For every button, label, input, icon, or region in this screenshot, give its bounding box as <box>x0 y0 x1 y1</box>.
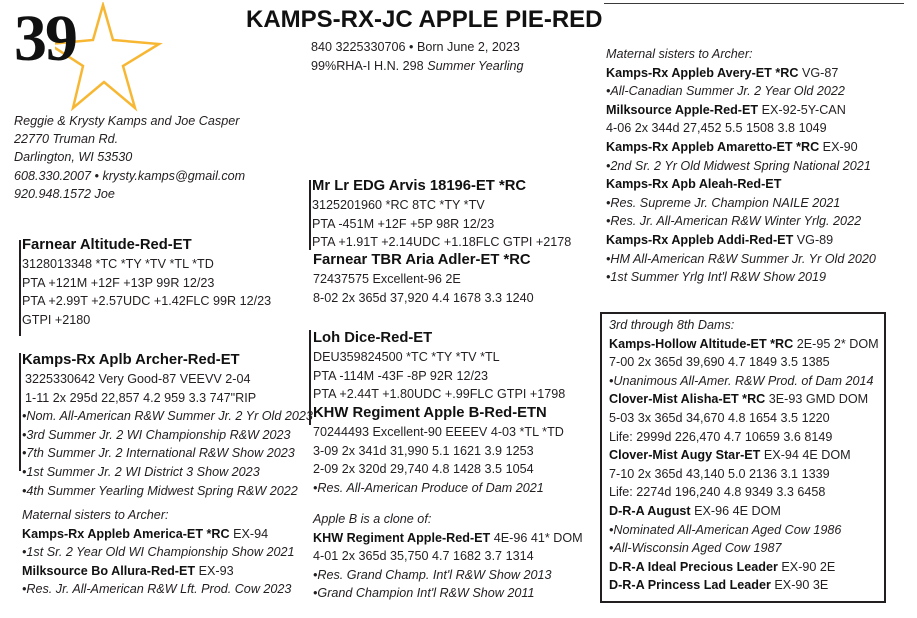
dam-dam-name: KHW Regiment Apple B-Red-ETN <box>313 405 547 421</box>
sister-name: Kamps-Rx Appleb America-ET *RC <box>22 526 230 541</box>
sister-name: Milksource Apple-Red-ET <box>606 102 759 117</box>
dam-dam-line: 3-09 2x 341d 31,990 5.1 1621 3.9 1253 <box>313 443 534 458</box>
dam-score: EX-90 3E <box>770 578 829 593</box>
dam-name: Kamps-Hollow Altitude-ET *RC <box>609 336 794 351</box>
dam-award: •4th Summer Yearling Midwest Spring R&W 2022 <box>22 483 298 498</box>
sister-score: EX-90 <box>819 139 858 154</box>
sire-dam-block <box>313 251 534 307</box>
sire-line-4: GTPI +2180 <box>22 312 91 327</box>
sire-name: Farnear Altitude-Red-ET <box>22 237 192 253</box>
sister-name: Milksource Bo Allura-Red-ET <box>22 563 196 578</box>
id-line-1: 840 3225330706 • Born June 2, 2023 <box>311 40 520 54</box>
dam-sire-line: DEU359824500 *TC *TY *TV *TL <box>313 350 500 364</box>
dam-name: D-R-A Ideal Precious Leader <box>609 559 778 574</box>
dam-sire-line: PTA +2.44T +1.80UDC +.99FLC GTPI +1798 <box>313 387 566 402</box>
right-sister-note: •1st Summer Yrlg Int'l R&W Show 2019 <box>606 270 827 285</box>
sire-block <box>22 236 271 329</box>
right-sister <box>606 64 876 83</box>
clone-award: •Res. Grand Champ. Int'l R&W Show 2013 <box>313 567 552 582</box>
dam-4-life: Life: 2999d 226,470 4.7 10659 3.6 8149 <box>609 429 833 444</box>
consignor-contact-2: 920.948.1572 Joe <box>14 186 115 201</box>
right-sister <box>606 138 876 157</box>
clone-score: 4E-96 41* DOM <box>490 530 583 545</box>
sire-sire-block <box>312 177 571 252</box>
clone-header: Apple B is a clone of: <box>313 512 432 526</box>
sire-line-1: 3128013348 *TC *TY *TV *TL *TD <box>22 257 214 271</box>
dam-dam-award: •Res. All-American Produce of Dam 2021 <box>313 480 544 495</box>
dam-dam-line: 70244493 Excellent-90 EEEEV 4-03 *TL *TD <box>313 425 564 439</box>
show-class: Summer Yearling <box>427 58 524 73</box>
left-sister-1 <box>22 525 295 544</box>
dam-3-award: •Unanimous All-Amer. R&W Prod. of Dam 2014 <box>609 373 874 388</box>
sire-line-3: PTA +2.99T +2.57UDC +1.42FLC 99R 12/23 <box>22 294 272 309</box>
dam-block <box>22 351 313 500</box>
dam-5-record: 7-10 2x 365d 43,140 5.0 2136 3.1 1339 <box>609 466 830 481</box>
dam-3 <box>609 335 879 354</box>
left-sister-2 <box>22 562 295 581</box>
dam-award: •Nom. All-American R&W Summer Jr. 2 Yr Old 2023 <box>22 409 313 424</box>
dam-6-award: •All-Wisconsin Aged Cow 1987 <box>609 541 782 556</box>
dam-name: Clover-Mist Augy Star-ET <box>609 448 761 463</box>
top-rule <box>604 3 904 4</box>
dam-award: •1st Summer Jr. 2 WI District 3 Show 2023 <box>22 464 260 479</box>
consignor-city: Darlington, WI 53530 <box>14 150 133 165</box>
dam-score: 3E-93 GMD DOM <box>765 392 869 407</box>
sister-score: EX-92-5Y-CAN <box>758 102 846 117</box>
dam-3-record: 7-00 2x 365d 39,690 4.7 1849 3.5 1385 <box>609 355 830 370</box>
right-sister-record: 4-06 2x 344d 27,452 5.5 1508 3.8 1049 <box>606 121 827 136</box>
sire-line-2: PTA +121M +12F +13P 99R 12/23 <box>22 275 215 290</box>
consignor-name: Reggie & Krysty Kamps and Joe Casper <box>14 114 240 128</box>
dam-score: 2E-95 2* DOM <box>793 336 879 351</box>
right-sister-note: •Res. Supreme Jr. Champion NAILE 2021 <box>606 195 841 210</box>
animal-ids <box>311 38 524 75</box>
dam-8 <box>609 576 879 595</box>
pedigree-bracket-sire <box>19 240 21 336</box>
dam-score: EX-94 4E DOM <box>760 448 851 463</box>
pedigree-bracket-sire-sire <box>309 180 311 250</box>
dam-line-1: 3225330642 Very Good-87 VEEVV 2-04 <box>25 372 251 386</box>
sister-score: VG-89 <box>793 232 834 247</box>
dam-score: EX-90 2E <box>777 559 836 574</box>
sister-name: Kamps-Rx Appleb Avery-ET *RC <box>606 65 799 80</box>
consignor-street: 22770 Truman Rd. <box>14 132 119 147</box>
dam-dam-block <box>313 404 564 497</box>
dam-line-2: 1-11 2x 295d 22,857 4.2 959 3.3 747"RIP <box>25 390 257 405</box>
left-sister-1-note: •1st Sr. 2 Year Old WI Championship Show 2021 <box>22 545 295 560</box>
sister-name: Kamps-Rx Appleb Amaretto-ET *RC <box>606 139 820 154</box>
sire-dam-name: Farnear TBR Aria Adler-ET *RC <box>313 252 531 268</box>
sire-dam-line: 8-02 2x 365d 37,920 4.4 1678 3.3 1240 <box>313 290 534 305</box>
dam-4-record: 5-03 3x 365d 34,670 4.8 1654 3.5 1220 <box>609 410 830 425</box>
dam-award: •7th Summer Jr. 2 International R&W Show 2023 <box>22 446 295 461</box>
dam-4 <box>609 390 879 409</box>
sire-sire-line: PTA -451M +12F +5P 98R 12/23 <box>312 216 495 231</box>
dam-score: EX-96 4E DOM <box>690 503 781 518</box>
id-line-2 <box>311 57 524 76</box>
clone-name: KHW Regiment Apple-Red-ET <box>313 530 491 545</box>
sister-name: Kamps-Rx Apb Aleah-Red-ET <box>606 177 782 192</box>
pedigree-bracket-dam <box>19 353 21 471</box>
clone-name-line <box>313 529 583 548</box>
left-sister-2-note: •Res. Jr. All-American R&W Lft. Prod. Cow 2023 <box>22 582 292 597</box>
lot-number: 39 <box>14 2 76 75</box>
right-sisters-block <box>606 45 876 287</box>
clone-block <box>313 510 583 603</box>
dam-5-life: Life: 2274d 196,240 4.8 9349 3.3 6458 <box>609 485 826 500</box>
sister-score: EX-93 <box>195 563 234 578</box>
right-sisters-header: Maternal sisters to Archer: <box>606 47 753 61</box>
dam-name: D-R-A Princess Lad Leader <box>609 578 771 593</box>
ancestor-dams-content <box>609 316 879 595</box>
dams-header: 3rd through 8th Dams: <box>609 318 735 332</box>
left-sisters-block <box>22 506 295 599</box>
dam-dam-line: 2-09 2x 320d 29,740 4.8 1428 3.5 1054 <box>313 462 534 477</box>
sire-sire-line: 3125201960 *RC 8TC *TY *TV <box>312 198 485 212</box>
right-sister-note: •2nd Sr. 2 Yr Old Midwest Spring National 2021 <box>606 158 871 173</box>
consignor-contact-1: 608.330.2007 • krysty.kamps@gmail.com <box>14 168 246 183</box>
right-sister-note: •All-Canadian Summer Jr. 2 Year Old 2022 <box>606 84 845 99</box>
clone-record: 4-01 2x 365d 35,750 4.7 1682 3.7 1314 <box>313 549 534 564</box>
dam-sire-name: Loh Dice-Red-ET <box>313 330 433 346</box>
sister-name: Kamps-Rx Appleb Addi-Red-ET <box>606 232 794 247</box>
dam-7 <box>609 558 879 577</box>
dam-sire-block <box>313 329 565 404</box>
dam-name: Clover-Mist Alisha-ET *RC <box>609 392 766 407</box>
sister-score: VG-87 <box>798 65 839 80</box>
dam-name: Kamps-Rx Aplb Archer-Red-ET <box>22 352 240 368</box>
dam-award: •3rd Summer Jr. 2 WI Championship R&W 2023 <box>22 427 291 442</box>
right-sister <box>606 101 876 120</box>
dam-sire-line: PTA -114M -43F -8P 92R 12/23 <box>313 368 489 383</box>
clone-award: •Grand Champion Int'l R&W Show 2011 <box>313 586 535 601</box>
sister-score: EX-94 <box>229 526 269 541</box>
animal-title: KAMPS-RX-JC APPLE PIE-RED <box>246 6 603 33</box>
sire-sire-line: PTA +1.91T +2.14UDC +1.18FLC GTPI +2178 <box>312 235 572 250</box>
dam-6-award: •Nominated All-American Aged Cow 1986 <box>609 522 842 537</box>
sire-dam-line: 72437575 Excellent-96 2E <box>313 272 461 286</box>
left-sisters-header: Maternal sisters to Archer: <box>22 508 169 522</box>
consignor-block <box>14 112 245 203</box>
right-sister-note: •Res. Jr. All-American R&W Winter Yrlg. 2022 <box>606 214 862 229</box>
right-sister <box>606 175 876 194</box>
sire-sire-name: Mr Lr EDG Arvis 18196-ET *RC <box>312 178 527 194</box>
dam-5 <box>609 446 879 465</box>
right-sister <box>606 231 876 250</box>
dam-name: D-R-A August <box>609 503 691 518</box>
right-sister-note: •HM All-American R&W Summer Jr. Yr Old 2020 <box>606 251 876 266</box>
registry-info: 99%RHA-I H.N. 298 <box>311 58 428 73</box>
dam-6 <box>609 502 879 521</box>
